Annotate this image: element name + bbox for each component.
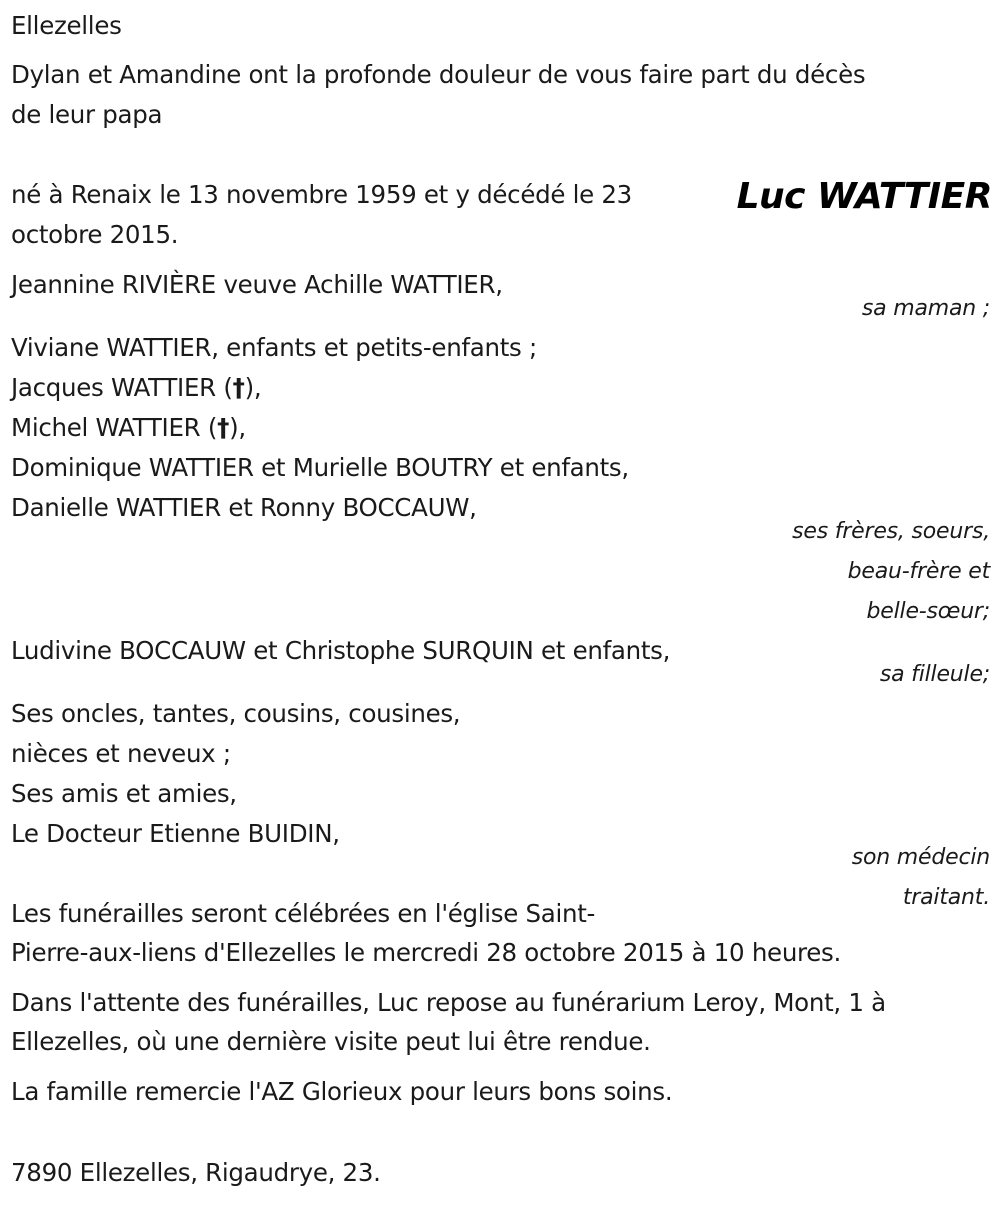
doctor-role-2: traitant. bbox=[902, 885, 990, 910]
siblings-role-3: belle-sœur; bbox=[866, 599, 990, 624]
funeral-line-1: Les funérailles seront célébrées en l'église Saint- bbox=[11, 899, 596, 928]
sibling-suffix: ), bbox=[229, 413, 246, 442]
sibling-line-5: Danielle WATTIER et Ronny BOCCAUW, bbox=[11, 493, 477, 522]
intro-line-2: de leur papa bbox=[11, 100, 163, 129]
address-line: 7890 Ellezelles, Rigaudrye, 23. bbox=[11, 1158, 381, 1187]
sibling-suffix: ), bbox=[244, 373, 262, 402]
visitation-line-2: Ellezelles, où une dernière visite peut lui être rendue. bbox=[11, 1027, 651, 1056]
others-line-1: Ses oncles, tantes, cousins, cousines, bbox=[11, 699, 461, 728]
visitation-line-1: Dans l'attente des funérailles, Luc repose au funérarium Leroy, Mont, 1 à bbox=[11, 988, 886, 1017]
place-heading: Ellezelles bbox=[11, 11, 122, 40]
siblings-role-2: beau-frère et bbox=[847, 559, 990, 584]
siblings-role-1: ses frères, soeurs, bbox=[792, 519, 990, 544]
sibling-name: Michel WATTIER ( bbox=[11, 413, 218, 442]
goddaughter-role: sa filleule; bbox=[879, 662, 990, 687]
birth-line-1: né à Renaix le 13 novembre 1959 et y décédé le 23 bbox=[11, 180, 632, 209]
intro-line-1: Dylan et Amandine ont la profonde douleur de vous faire part du décès bbox=[11, 60, 866, 89]
sibling-line-3 bbox=[11, 413, 246, 443]
cross-icon: † bbox=[217, 413, 230, 442]
goddaughter-line: Ludivine BOCCAUW et Christophe SURQUIN et enfants, bbox=[11, 636, 671, 665]
cross-icon: † bbox=[232, 373, 245, 402]
mother-role: sa maman ; bbox=[861, 296, 990, 321]
funeral-line-2: Pierre-aux-liens d'Ellezelles le mercredi 28 octobre 2015 à 10 heures. bbox=[11, 938, 842, 967]
thanks-line: La famille remercie l'AZ Glorieux pour leurs bons soins. bbox=[11, 1077, 673, 1106]
others-line-2: nièces et neveux ; bbox=[11, 739, 231, 768]
sibling-line-1: Viviane WATTIER, enfants et petits-enfants ; bbox=[11, 333, 537, 362]
deceased-name: Luc WATTIER bbox=[736, 176, 992, 217]
others-line-4: Le Docteur Etienne BUIDIN, bbox=[11, 819, 340, 848]
sibling-line-2 bbox=[11, 373, 261, 403]
others-line-3: Ses amis et amies, bbox=[11, 779, 237, 808]
sibling-name: Jacques WATTIER ( bbox=[11, 373, 233, 402]
doctor-role-1: son médecin bbox=[851, 845, 990, 870]
birth-line-2: octobre 2015. bbox=[11, 220, 179, 249]
sibling-line-4: Dominique WATTIER et Murielle BOUTRY et enfants, bbox=[11, 453, 629, 482]
mother-line: Jeannine RIVIÈRE veuve Achille WATTIER, bbox=[11, 270, 503, 299]
